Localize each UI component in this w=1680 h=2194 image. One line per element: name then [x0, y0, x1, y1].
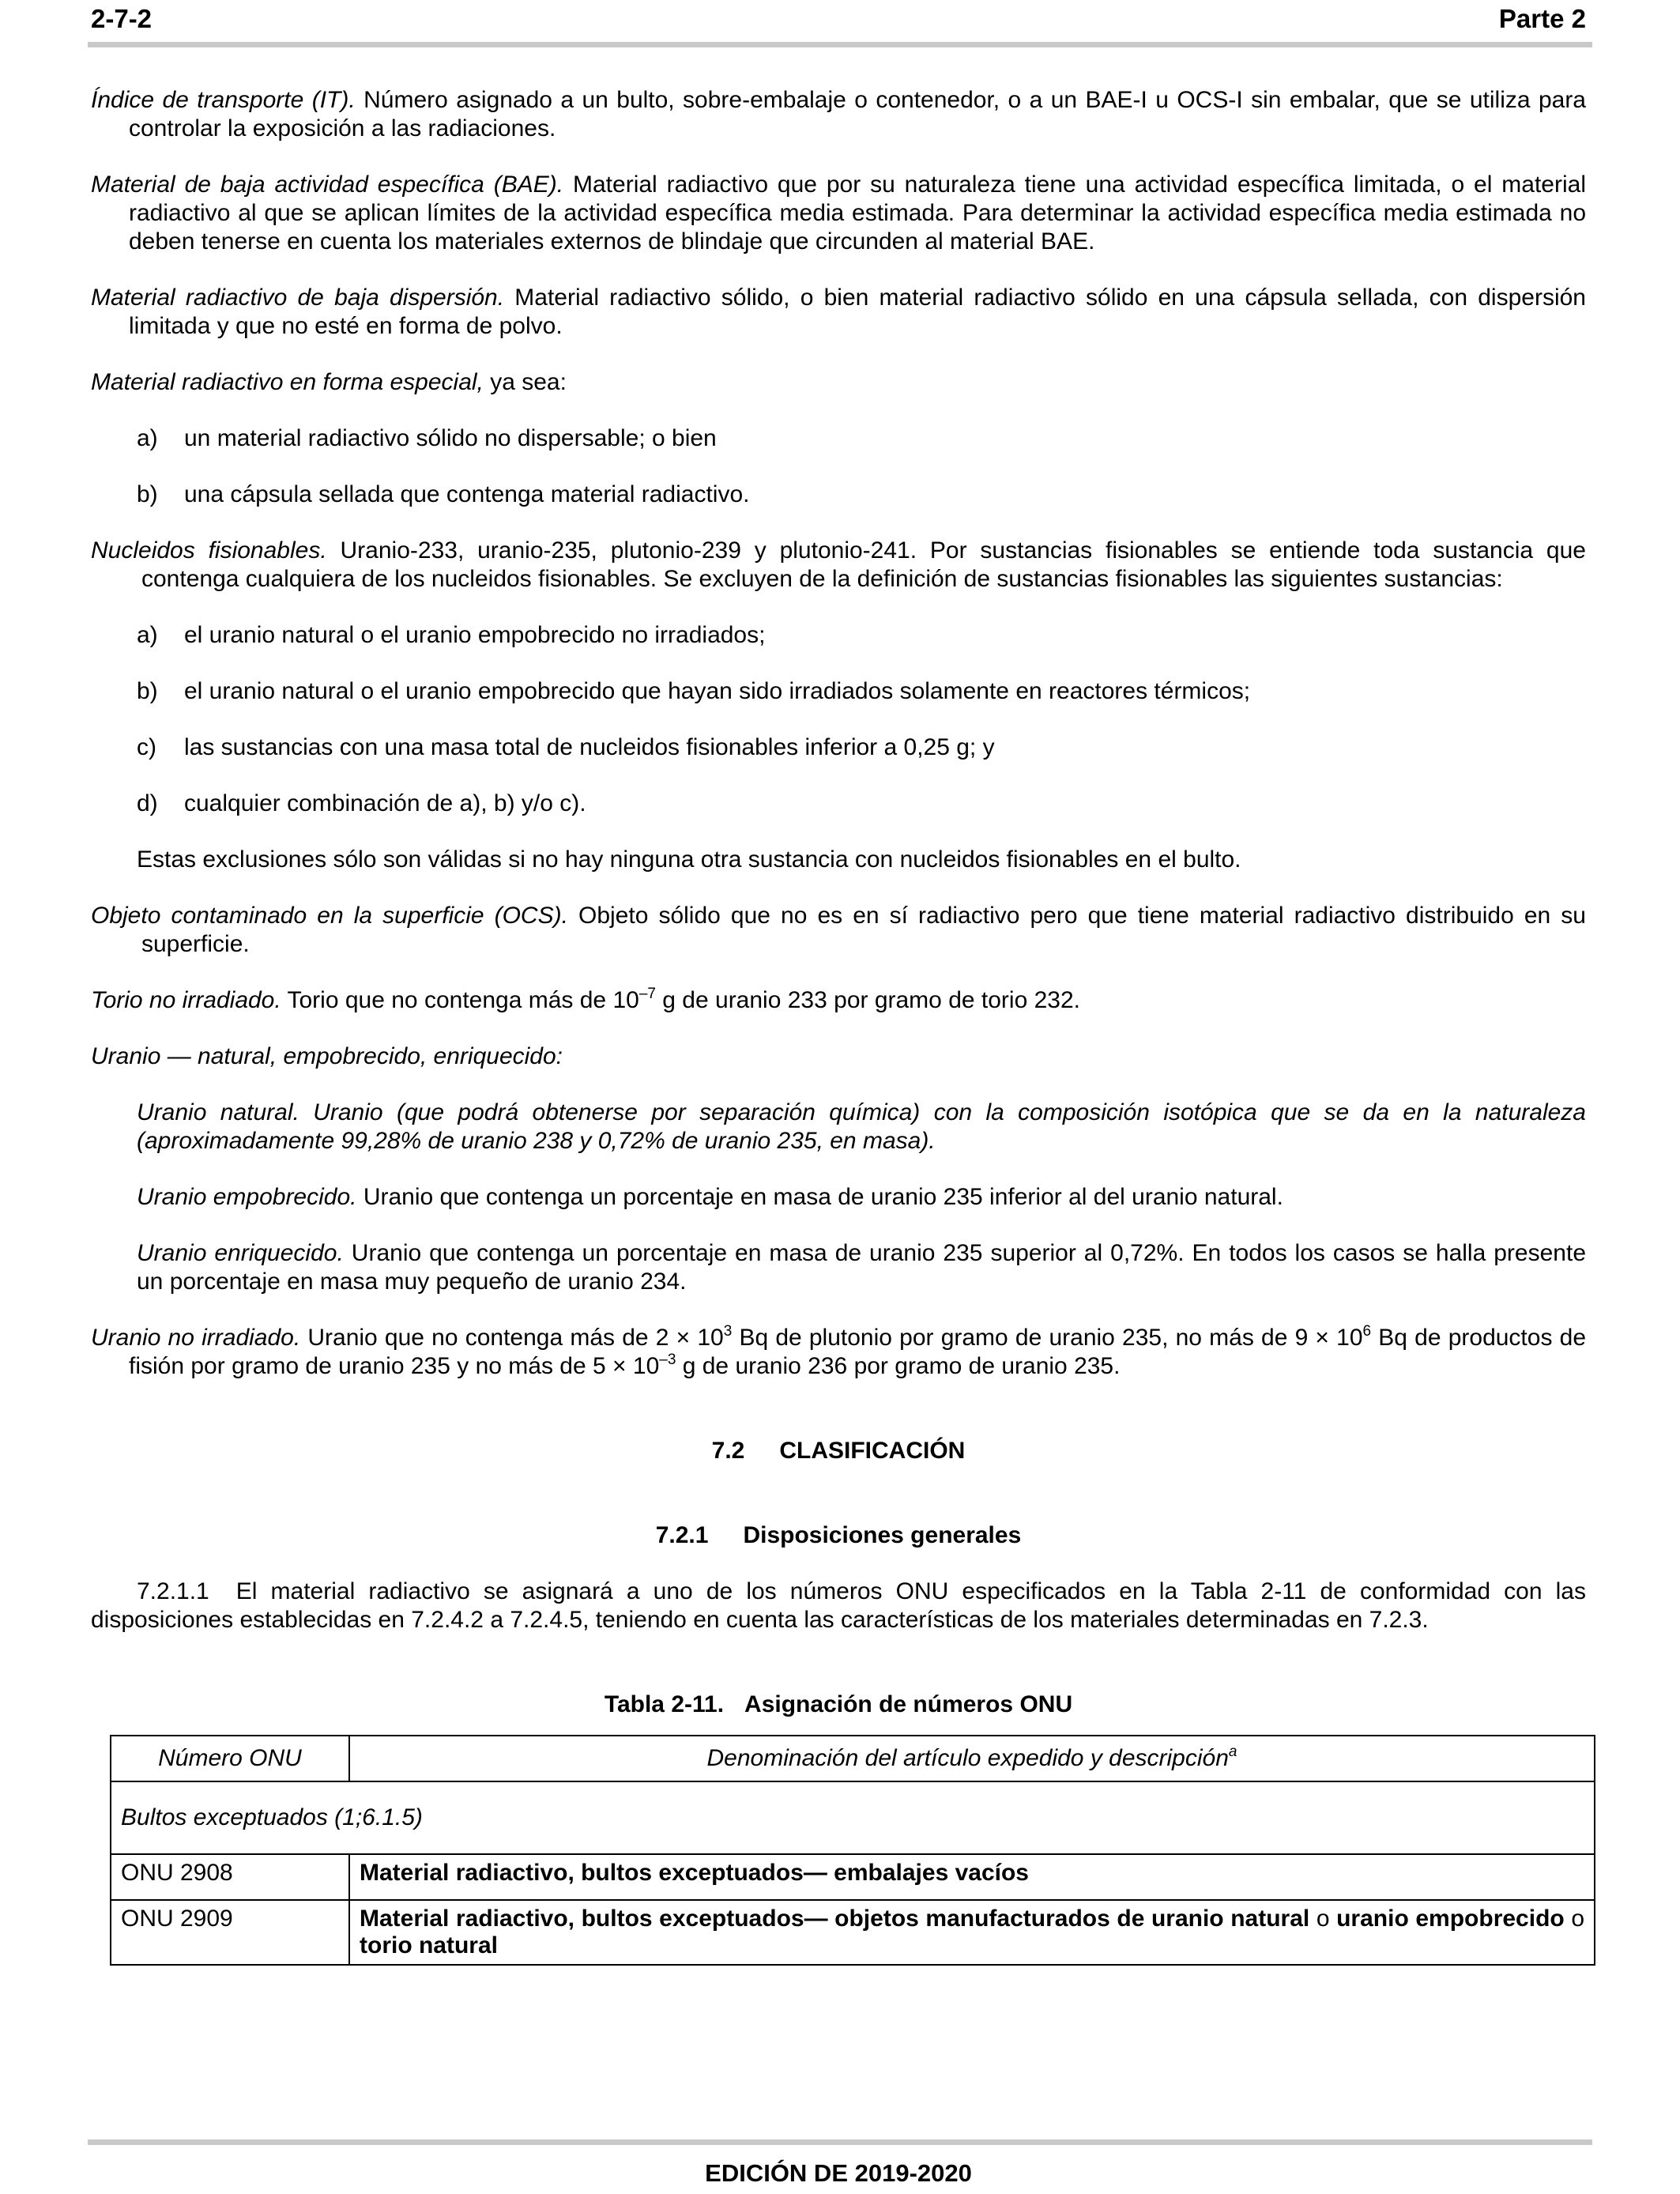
- definition-ocs: Objeto contaminado en la superficie (OCS). Objeto sólido que no es en sí radiactivo pero que tiene material radiactivo distribuido en su superficie.: [91, 903, 1586, 957]
- table-caption: Tabla 2-11. Asignación de números ONU: [604, 1691, 1073, 1717]
- page-footer: EDICIÓN DE 2019-2020: [705, 2159, 972, 2187]
- list-item: c) las sustancias con una masa total de nucleidos fisionables inferior a 0,25 g; y: [137, 734, 995, 760]
- page-content: [91, 86, 1586, 1966]
- definition-enriched-uranium: Uranio enriquecido. Uranio que contenga un porcentaje en masa de uranio 235 superior al 0,72%. En todos los casos se halla presente un porcentaje en masa muy pequeño de uranio 234.: [137, 1240, 1587, 1295]
- term: Índice de transporte (IT).: [91, 87, 356, 113]
- exclusions-note: Estas exclusiones sólo son válidas si no hay ninguna otra sustancia con nucleidos fisionables en el bulto.: [137, 846, 1241, 873]
- table-header-row: [111, 1736, 1595, 1781]
- definition-bae: Material de baja actividad específica (BAE). Material radiactivo que por su naturaleza tiene una actividad específica limitada, o el material radiactivo al que se aplican límites de la actividad específica media estimada. Para determinar la actividad específica media estimada no deben tenerse en cuenta los materiales externos de blindaje que circunden al material BAE.: [91, 172, 1586, 254]
- table-group-row: [111, 1781, 1595, 1854]
- term: Objeto contaminado en la superficie (OCS).: [91, 903, 568, 929]
- description-cell: Material radiactivo, bultos exceptuados— objetos manufacturados de uranio natural o uranio empobrecido o torio natural: [349, 1900, 1595, 1965]
- header-rule: [88, 42, 1592, 47]
- term: Uranio enriquecido.: [137, 1240, 344, 1266]
- un-number-table: [110, 1735, 1595, 1966]
- term: Material radiactivo de baja dispersión.: [91, 285, 505, 311]
- definition-unirradiated-thorium: Torio no irradiado. Torio que no contenga más de $10^{-7}$ g de uranio 233 por gramo de torio 232.: [91, 986, 1080, 1013]
- definition-special-form: Material radiactivo en forma especial, ya sea:: [91, 369, 567, 395]
- term: Uranio no irradiado.: [91, 1325, 301, 1351]
- document-page: [91, 0, 1586, 2194]
- description-cell: Material radiactivo, bultos exceptuados— embalajes vacíos: [349, 1854, 1595, 1900]
- list-item: a) el uranio natural o el uranio empobrecido no irradiados;: [137, 622, 766, 648]
- term: Uranio empobrecido.: [137, 1184, 357, 1210]
- definition-depleted-uranium: Uranio empobrecido. Uranio que contenga un porcentaje en masa de uranio 235 inferior al del uranio natural.: [137, 1184, 1283, 1210]
- part-label: Parte 2: [1498, 4, 1586, 33]
- term: Material radiactivo en forma especial,: [91, 369, 484, 395]
- definition-fissile-nuclides: Nucleidos fisionables. Uranio-233, uranio-235, plutonio-239 y plutonio-241. Por sustancias fisionables se entiende toda sustancia que contenga cualquiera de los nucleidos fisionables. Se excluyen de la definición de sustancias fisionables las siguientes sustancias:: [91, 537, 1586, 592]
- column-header-description: Denominación del artículo expedido y descripción$^a$: [349, 1736, 1595, 1781]
- table-row: [111, 1854, 1595, 1900]
- term: Nucleidos fisionables.: [91, 537, 327, 564]
- term: Material de baja actividad específica (BAE).: [91, 172, 564, 198]
- page-number: 2-7-2: [91, 4, 153, 33]
- un-number-cell: ONU 2909: [111, 1900, 349, 1965]
- definition-natural-uranium: Uranio natural. Uranio (que podrá obtenerse por separación química) con la composición isotópica que se da en la naturaleza (aproximadamente 99,28% de uranio 238 y 0,72% de uranio 235, en masa).: [137, 1099, 1586, 1154]
- footer-rule: [88, 2139, 1592, 2145]
- definition-unirradiated-uranium: Uranio no irradiado. Uranio que no contenga más de $2 \times 10^3$ Bq de plutonio por gramo de uranio 235, no más de $9 \times 10^6$ Bq de productos de fisión por gramo de uranio 235 y no más de $5 \times 10^{-3}$ g de uranio 236 por gramo de uranio 235.: [91, 1323, 1587, 1379]
- definition-transport-index: Índice de transporte (IT). Número asignado a un bulto, sobre-embalaje o contenedor, o a un BAE-I u OCS-I sin embalar, que se utiliza para controlar la exposición a las radiaciones.: [91, 87, 1586, 141]
- column-header-un-number: Número ONU: [111, 1736, 349, 1781]
- un-number-cell: ONU 2908: [111, 1854, 349, 1900]
- group-label: Bultos exceptuados (1;6.1.5): [111, 1781, 1595, 1854]
- paragraph-7-2-1-1: 7.2.1.1 El material radiactivo se asignará a uno de los números ONU especificados en la Tabla 2-11 de conformidad con las disposiciones establecidas en 7.2.4.2 a 7.2.4.5, teniendo en cuenta las características de los materiales determinadas en 7.2.3.: [91, 1578, 1586, 1633]
- list-item: d) cualquier combinación de a), b) y/o c).: [137, 790, 586, 816]
- section-heading: 7.2 CLASIFICACIÓN: [711, 1438, 966, 1464]
- page-header: [91, 2, 1586, 36]
- subsection-heading: 7.2.1 Disposiciones generales: [655, 1522, 1022, 1548]
- list-item: b) el uranio natural o el uranio empobrecido que hayan sido irradiados solamente en reactores térmicos;: [137, 678, 1251, 704]
- list-item: a) un material radiactivo sólido no dispersable; o bien: [137, 425, 717, 451]
- definition-low-dispersion: Material radiactivo de baja dispersión. Material radiactivo sólido, o bien material radiactivo sólido en una cápsula sellada, con dispersión limitada y que no esté en forma de polvo.: [91, 285, 1586, 339]
- list-item: b) una cápsula sellada que contenga material radiactivo.: [137, 481, 750, 507]
- table-row: [111, 1900, 1595, 1965]
- term: Uranio natural.: [137, 1099, 299, 1125]
- term: Torio no irradiado.: [91, 987, 281, 1013]
- definition-uranium-heading: Uranio — natural, empobrecido, enriquecido:: [91, 1043, 563, 1069]
